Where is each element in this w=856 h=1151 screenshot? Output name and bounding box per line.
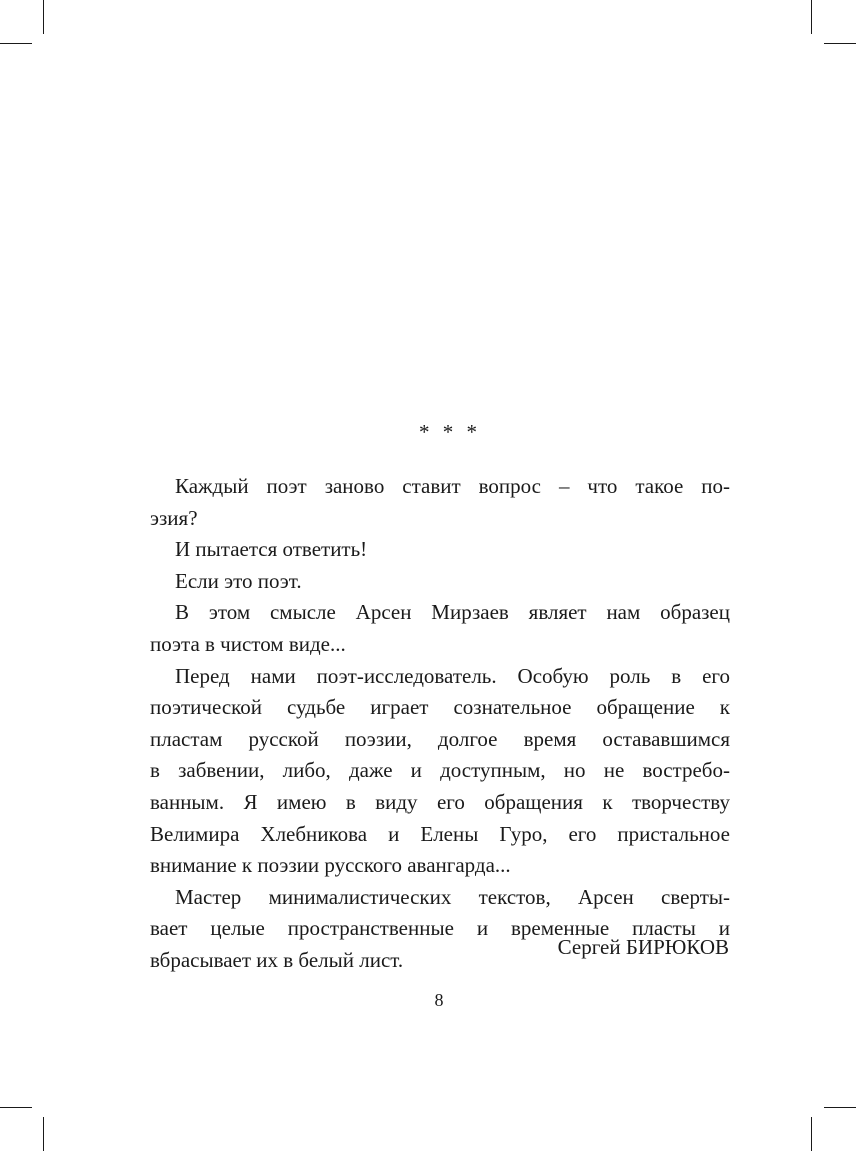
essay-text xyxy=(150,415,730,977)
text-line: поэтической судьбе играет сознательное обращение к xyxy=(150,695,730,720)
text-line: вает целые пространственные и временные пласты и xyxy=(150,916,730,941)
text-line: пластам русской поэзии, долгое время остававшимся xyxy=(150,726,730,751)
text-line: в забвении, либо, даже и доступным, но не востребо- xyxy=(150,758,730,783)
text-line: Если это поэт. xyxy=(175,568,302,593)
text-line: В этом смысле Арсен Мирзаев являет нам образец xyxy=(175,600,730,625)
crop-mark-top-right-vertical xyxy=(811,0,812,34)
text-line: Перед нами поэт-исследователь. Особую роль в его xyxy=(175,663,730,688)
text-line: Каждый поэт заново ставит вопрос – что такое по- xyxy=(175,474,730,498)
text-line: Велимира Хлебникова и Елены Гуро, его пристальное xyxy=(150,821,730,846)
crop-mark-bottom-left-horizontal xyxy=(0,1107,32,1108)
crop-mark-bottom-right-horizontal xyxy=(824,1107,856,1108)
page-number: 8 xyxy=(434,990,444,1010)
author-signature: Сергей БИРЮКОВ xyxy=(557,935,729,959)
text-line: внимание к поэзии русского авангарда... xyxy=(150,853,511,878)
text-line: вбрасывает их в белый лист. xyxy=(150,947,404,972)
crop-mark-bottom-left-vertical xyxy=(43,1117,44,1151)
text-line: ванным. Я имею в виду его обращения к творчеству xyxy=(150,789,730,814)
text-line: эзия? xyxy=(150,505,198,530)
text-line: Мастер минималистических текстов, Арсен сверты- xyxy=(175,884,730,909)
crop-mark-bottom-right-vertical xyxy=(811,1117,812,1151)
section-separator: * * * xyxy=(419,420,481,444)
crop-mark-top-right-horizontal xyxy=(824,43,856,44)
crop-mark-top-left-vertical xyxy=(43,0,44,34)
crop-mark-top-left-horizontal xyxy=(0,43,32,44)
text-line: И пытается ответить! xyxy=(175,537,368,562)
text-line: поэта в чистом виде... xyxy=(150,631,346,656)
